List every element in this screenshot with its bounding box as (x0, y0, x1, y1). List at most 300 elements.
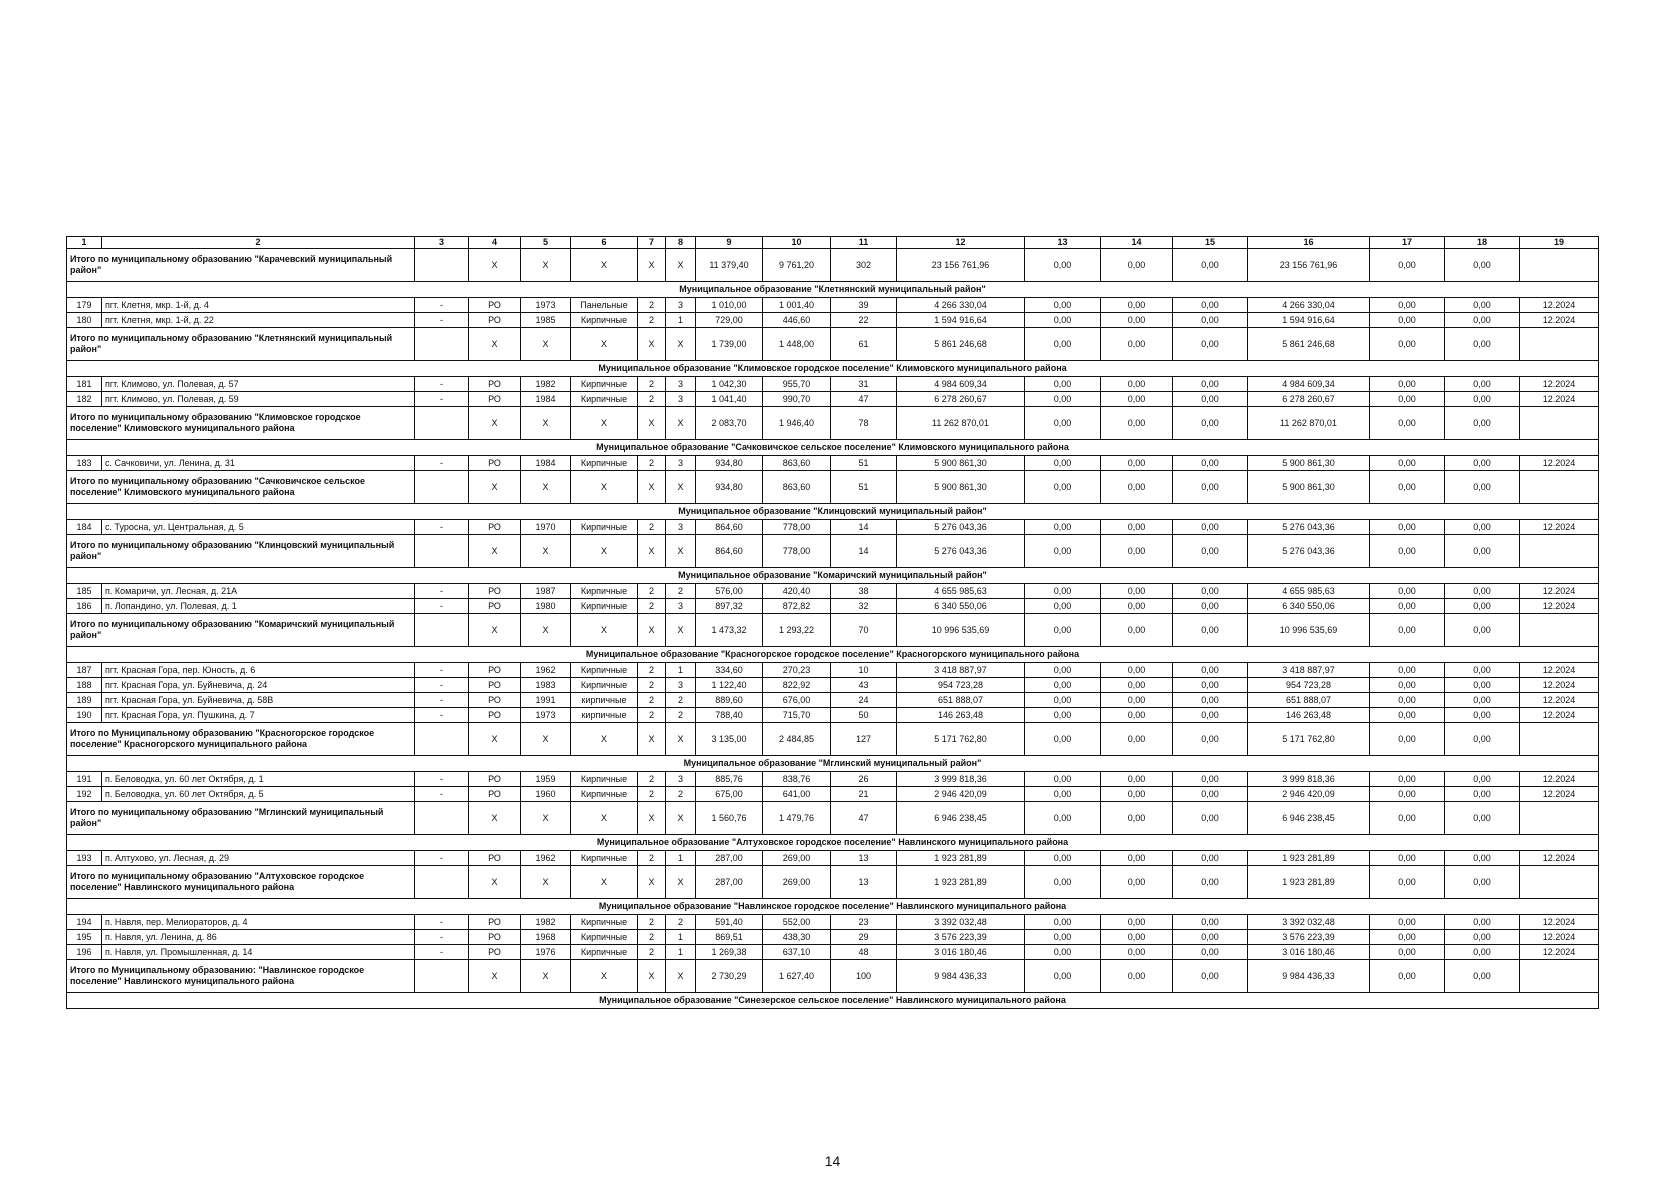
subtotal-label: Итого по муниципальному образованию "Клетнянский муниципальный район" (67, 328, 415, 361)
table-cell: 0,00 (1370, 663, 1445, 678)
table-cell: 3 (666, 377, 696, 392)
subtotal-cell: X (666, 802, 696, 835)
column-number-cell: 8 (666, 237, 696, 249)
subtotal-cell: X (638, 249, 666, 282)
table-cell: 1982 (521, 915, 571, 930)
column-number-cell: 17 (1370, 237, 1445, 249)
table-row (67, 599, 1599, 614)
table-cell: 651 888,07 (1248, 693, 1370, 708)
table-cell: 1984 (521, 392, 571, 407)
table-cell: 1980 (521, 599, 571, 614)
subtotal-cell: 863,60 (763, 471, 831, 504)
table-cell: Кирпичные (571, 313, 638, 328)
table-cell: 729,00 (696, 313, 763, 328)
section-title: Муниципальное образование "Сачковичское сельское поселение" Климовского муниципального района (67, 440, 1599, 456)
section-title: Муниципальное образование "Клинцовский муниципальный район" (67, 504, 1599, 520)
table-cell: 3 016 180,46 (897, 945, 1025, 960)
subtotal-cell: 0,00 (1173, 249, 1248, 282)
table-cell: 12.2024 (1520, 298, 1599, 313)
table-cell: 955,70 (763, 377, 831, 392)
subtotal-cell: X (521, 866, 571, 899)
subtotal-cell: 100 (831, 960, 897, 993)
subtotal-cell: X (666, 614, 696, 647)
table-cell: 12.2024 (1520, 851, 1599, 866)
address-cell: пгт. Красная Гора, ул. Буйневича, д. 24 (102, 678, 415, 693)
table-cell: 788,40 (696, 708, 763, 723)
address-cell: пгт. Климово, ул. Полевая, д. 57 (102, 377, 415, 392)
subtotal-cell: 0,00 (1370, 802, 1445, 835)
row-number-cell: 185 (67, 584, 102, 599)
table-cell: 0,00 (1025, 678, 1101, 693)
table-cell: РО (469, 915, 521, 930)
table-cell: 10 (831, 663, 897, 678)
subtotal-cell: 9 761,20 (763, 249, 831, 282)
table-cell: 0,00 (1025, 663, 1101, 678)
table-cell: Кирпичные (571, 787, 638, 802)
table-cell: - (415, 678, 469, 693)
table-cell: 0,00 (1173, 298, 1248, 313)
table-cell: 552,00 (763, 915, 831, 930)
table-cell: 1 594 916,64 (1248, 313, 1370, 328)
table-cell: 863,60 (763, 456, 831, 471)
table-cell: 2 (638, 915, 666, 930)
table-cell: - (415, 599, 469, 614)
table-cell: Кирпичные (571, 930, 638, 945)
table-cell: 0,00 (1025, 584, 1101, 599)
column-number-cell: 4 (469, 237, 521, 249)
table-cell: 934,80 (696, 456, 763, 471)
table-cell: 146 263,48 (1248, 708, 1370, 723)
table-cell: 0,00 (1173, 456, 1248, 471)
table-row (67, 772, 1599, 787)
subtotal-cell: X (521, 535, 571, 568)
subtotal-cell: 0,00 (1025, 535, 1101, 568)
table-cell: 29 (831, 930, 897, 945)
table-cell: 0,00 (1173, 584, 1248, 599)
table-cell: 0,00 (1025, 313, 1101, 328)
subtotal-cell: 0,00 (1370, 249, 1445, 282)
table-cell: 1 122,40 (696, 678, 763, 693)
table-cell: 0,00 (1370, 298, 1445, 313)
table-cell: 50 (831, 708, 897, 723)
table-cell: 0,00 (1445, 663, 1520, 678)
subtotal-cell: 0,00 (1173, 723, 1248, 756)
table-cell: 4 266 330,04 (897, 298, 1025, 313)
subtotal-label: Итого по муниципальному образованию "Клинцовский муниципальный район" (67, 535, 415, 568)
subtotal-cell: X (469, 723, 521, 756)
subtotal-cell: X (666, 960, 696, 993)
table-cell: 0,00 (1101, 693, 1173, 708)
column-number-cell: 2 (102, 237, 415, 249)
row-number-cell: 192 (67, 787, 102, 802)
subtotal-label: Итого по Муниципальному образованию "Красногорское городское поселение" Красногорского муниципального района (67, 723, 415, 756)
table-cell: РО (469, 599, 521, 614)
table-cell: 0,00 (1025, 945, 1101, 960)
table-cell: 0,00 (1370, 456, 1445, 471)
table-row (67, 787, 1599, 802)
table-cell: 5 276 043,36 (897, 520, 1025, 535)
subtotal-cell: 0,00 (1025, 960, 1101, 993)
subtotal-cell: 5 861 246,68 (1248, 328, 1370, 361)
subtotal-cell: X (521, 723, 571, 756)
subtotal-empty-cell (415, 723, 469, 756)
table-cell: 12.2024 (1520, 584, 1599, 599)
table-cell: 954 723,28 (897, 678, 1025, 693)
table-cell: 12.2024 (1520, 787, 1599, 802)
table-cell: 1968 (521, 930, 571, 945)
table-cell: 0,00 (1025, 693, 1101, 708)
subtotal-cell: 9 984 436,33 (1248, 960, 1370, 993)
subtotal-cell: 0,00 (1101, 328, 1173, 361)
table-cell: 0,00 (1101, 377, 1173, 392)
table-cell: 1 269,38 (696, 945, 763, 960)
table-cell: 1 041,40 (696, 392, 763, 407)
table-cell: 39 (831, 298, 897, 313)
address-cell: п. Комаричи, ул. Лесная, д. 21А (102, 584, 415, 599)
subtotal-cell: 47 (831, 802, 897, 835)
subtotal-cell: 0,00 (1445, 535, 1520, 568)
subtotal-label: Итого по муниципальному образованию "Карачевский муниципальный район" (67, 249, 415, 282)
subtotal-cell: 934,80 (696, 471, 763, 504)
subtotal-cell: 6 946 238,45 (1248, 802, 1370, 835)
table-cell: 0,00 (1101, 945, 1173, 960)
table-cell: 26 (831, 772, 897, 787)
subtotal-cell: 0,00 (1370, 535, 1445, 568)
column-number-cell: 18 (1445, 237, 1520, 249)
subtotal-label: Итого по муниципальному образованию "Климовское городское поселение" Климовского муниципального района (67, 407, 415, 440)
subtotal-cell: 0,00 (1370, 407, 1445, 440)
table-row (67, 663, 1599, 678)
table-cell: 591,40 (696, 915, 763, 930)
subtotal-cell: 1 293,22 (763, 614, 831, 647)
subtotal-cell: 0,00 (1025, 614, 1101, 647)
subtotal-cell: 0,00 (1445, 249, 1520, 282)
table-cell: Кирпичные (571, 377, 638, 392)
subtotal-cell: X (666, 535, 696, 568)
table-cell: РО (469, 392, 521, 407)
address-cell: пгт. Красная Гора, пер. Юность, д. 6 (102, 663, 415, 678)
table-cell: РО (469, 377, 521, 392)
table-cell: 0,00 (1101, 520, 1173, 535)
table-cell: 0,00 (1445, 851, 1520, 866)
column-number-cell: 5 (521, 237, 571, 249)
section-title: Муниципальное образование "Клетнянский муниципальный район" (67, 282, 1599, 298)
table-cell: 0,00 (1173, 787, 1248, 802)
subtotal-cell: X (666, 866, 696, 899)
subtotal-cell: X (521, 614, 571, 647)
table-cell: 0,00 (1173, 930, 1248, 945)
table-cell: 0,00 (1445, 787, 1520, 802)
table-cell: 3 (666, 298, 696, 313)
subtotal-cell: 0,00 (1370, 471, 1445, 504)
table-cell: 2 (638, 392, 666, 407)
subtotal-cell: X (469, 407, 521, 440)
subtotal-cell (1520, 960, 1599, 993)
table-cell: 0,00 (1445, 772, 1520, 787)
subtotal-row (67, 328, 1599, 361)
table-cell: Кирпичные (571, 678, 638, 693)
table-cell: 4 984 609,34 (1248, 377, 1370, 392)
subtotal-cell: X (521, 407, 571, 440)
table-cell: 5 276 043,36 (1248, 520, 1370, 535)
subtotal-cell: X (571, 723, 638, 756)
section-header-row (67, 568, 1599, 584)
table-cell: 38 (831, 584, 897, 599)
subtotal-cell: 778,00 (763, 535, 831, 568)
table-cell: - (415, 313, 469, 328)
subtotal-cell: X (638, 614, 666, 647)
subtotal-cell: 0,00 (1101, 723, 1173, 756)
table-cell: 0,00 (1370, 678, 1445, 693)
subtotal-cell: X (638, 407, 666, 440)
table-cell: 1959 (521, 772, 571, 787)
subtotal-empty-cell (415, 328, 469, 361)
table-cell: 4 266 330,04 (1248, 298, 1370, 313)
table-cell: 1984 (521, 456, 571, 471)
table-cell: 334,60 (696, 663, 763, 678)
table-cell: 0,00 (1025, 392, 1101, 407)
subtotal-cell: 5 171 762,80 (897, 723, 1025, 756)
table-cell: 0,00 (1173, 392, 1248, 407)
table-cell: 576,00 (696, 584, 763, 599)
row-number-cell: 189 (67, 693, 102, 708)
table-cell: - (415, 663, 469, 678)
subtotal-row (67, 249, 1599, 282)
section-title: Муниципальное образование "Климовское городское поселение" Климовского муниципального района (67, 361, 1599, 377)
address-cell: п. Навля, ул. Ленина, д. 86 (102, 930, 415, 945)
subtotal-row (67, 802, 1599, 835)
section-title: Муниципальное образование "Синезерское сельское поселение" Навлинского муниципального района (67, 993, 1599, 1009)
subtotal-cell: 0,00 (1370, 328, 1445, 361)
row-number-cell: 194 (67, 915, 102, 930)
section-header-row (67, 756, 1599, 772)
table-cell: 2 (666, 708, 696, 723)
housing-register-table (66, 236, 1599, 1009)
table-cell: 0,00 (1445, 584, 1520, 599)
subtotal-cell (1520, 535, 1599, 568)
table-cell: 0,00 (1445, 456, 1520, 471)
table-cell: 0,00 (1370, 945, 1445, 960)
address-cell: п. Беловодка, ул. 60 лет Октября, д. 5 (102, 787, 415, 802)
table-cell: 651 888,07 (897, 693, 1025, 708)
table-cell: 47 (831, 392, 897, 407)
table-cell: 3 392 032,48 (1248, 915, 1370, 930)
table-cell: 0,00 (1445, 915, 1520, 930)
table-cell: 1 923 281,89 (897, 851, 1025, 866)
table-cell: РО (469, 772, 521, 787)
subtotal-cell (1520, 866, 1599, 899)
subtotal-cell: X (638, 960, 666, 993)
subtotal-cell: 302 (831, 249, 897, 282)
page-number: 14 (824, 1153, 841, 1169)
table-cell: РО (469, 930, 521, 945)
subtotal-empty-cell (415, 960, 469, 993)
subtotal-cell: 1 473,32 (696, 614, 763, 647)
table-cell: 0,00 (1101, 787, 1173, 802)
subtotal-label: Итого по Муниципальному образованию: "Навлинское городское поселение" Навлинского муниципального района (67, 960, 415, 993)
subtotal-cell: 1 739,00 (696, 328, 763, 361)
table-cell: 1973 (521, 708, 571, 723)
subtotal-cell: 23 156 761,96 (897, 249, 1025, 282)
subtotal-cell (1520, 249, 1599, 282)
subtotal-cell: X (521, 328, 571, 361)
table-cell: РО (469, 945, 521, 960)
table-cell: 3 999 818,36 (1248, 772, 1370, 787)
table-cell: - (415, 851, 469, 866)
table-cell: 2 (638, 520, 666, 535)
subtotal-row (67, 960, 1599, 993)
table-cell: 2 (638, 708, 666, 723)
subtotal-cell: 9 984 436,33 (897, 960, 1025, 993)
table-cell: 287,00 (696, 851, 763, 866)
subtotal-cell: 10 996 535,69 (897, 614, 1025, 647)
table-cell: 2 (638, 678, 666, 693)
row-number-cell: 179 (67, 298, 102, 313)
subtotal-cell (1520, 407, 1599, 440)
address-cell: п. Алтухово, ул. Лесная, д. 29 (102, 851, 415, 866)
table-cell: 12.2024 (1520, 599, 1599, 614)
table-cell: Кирпичные (571, 599, 638, 614)
table-cell: 12.2024 (1520, 708, 1599, 723)
table-row (67, 313, 1599, 328)
section-title: Муниципальное образование "Мглинский муниципальный район" (67, 756, 1599, 772)
section-header-row (67, 835, 1599, 851)
subtotal-empty-cell (415, 407, 469, 440)
table-cell: 2 (638, 377, 666, 392)
subtotal-cell: 0,00 (1101, 471, 1173, 504)
table-cell: 2 (638, 663, 666, 678)
table-cell: 2 (638, 772, 666, 787)
table-cell: 1985 (521, 313, 571, 328)
subtotal-cell: 287,00 (696, 866, 763, 899)
subtotal-cell: 14 (831, 535, 897, 568)
table-cell: - (415, 693, 469, 708)
table-cell: Кирпичные (571, 663, 638, 678)
table-cell: 872,82 (763, 599, 831, 614)
column-number-cell: 12 (897, 237, 1025, 249)
subtotal-cell: 0,00 (1025, 723, 1101, 756)
subtotal-cell: X (469, 866, 521, 899)
row-number-cell: 182 (67, 392, 102, 407)
table-row (67, 708, 1599, 723)
section-title: Муниципальное образование "Алтуховское городское поселение" Навлинского муниципального района (67, 835, 1599, 851)
table-cell: 0,00 (1101, 930, 1173, 945)
table-cell: 31 (831, 377, 897, 392)
table-cell: Кирпичные (571, 772, 638, 787)
row-number-cell: 190 (67, 708, 102, 723)
subtotal-cell: 0,00 (1173, 866, 1248, 899)
subtotal-cell (1520, 328, 1599, 361)
table-cell: 1962 (521, 663, 571, 678)
subtotal-cell: 0,00 (1445, 614, 1520, 647)
row-number-cell: 188 (67, 678, 102, 693)
subtotal-cell: X (666, 249, 696, 282)
table-cell: 838,76 (763, 772, 831, 787)
section-title: Муниципальное образование "Красногорское городское поселение" Красногорского муниципального района (67, 647, 1599, 663)
table-row (67, 456, 1599, 471)
table-cell: 32 (831, 599, 897, 614)
subtotal-cell: 1 560,76 (696, 802, 763, 835)
subtotal-cell: X (638, 535, 666, 568)
table-cell: 12.2024 (1520, 915, 1599, 930)
table-cell: - (415, 456, 469, 471)
table-cell: - (415, 930, 469, 945)
table-cell: 864,60 (696, 520, 763, 535)
table-cell: 2 (638, 693, 666, 708)
table-row (67, 377, 1599, 392)
subtotal-cell: X (469, 960, 521, 993)
subtotal-row (67, 471, 1599, 504)
table-cell: 0,00 (1101, 915, 1173, 930)
subtotal-cell: 5 900 861,30 (897, 471, 1025, 504)
subtotal-cell (1520, 723, 1599, 756)
subtotal-cell: X (571, 866, 638, 899)
subtotal-empty-cell (415, 535, 469, 568)
table-cell: 0,00 (1370, 772, 1445, 787)
subtotal-empty-cell (415, 866, 469, 899)
table-cell: 0,00 (1370, 787, 1445, 802)
table-cell: 12.2024 (1520, 693, 1599, 708)
address-cell: пгт. Красная Гора, ул. Буйневича, д. 58В (102, 693, 415, 708)
table-cell: 954 723,28 (1248, 678, 1370, 693)
subtotal-cell: 11 262 870,01 (1248, 407, 1370, 440)
subtotal-cell: X (571, 802, 638, 835)
table-cell: 0,00 (1025, 456, 1101, 471)
table-cell: 1 042,30 (696, 377, 763, 392)
section-header-row (67, 899, 1599, 915)
table-cell: РО (469, 456, 521, 471)
table-cell: 3 576 223,39 (1248, 930, 1370, 945)
subtotal-cell: X (469, 802, 521, 835)
subtotal-cell: 0,00 (1101, 535, 1173, 568)
subtotal-cell: 0,00 (1173, 802, 1248, 835)
subtotal-cell: 0,00 (1445, 960, 1520, 993)
subtotal-cell: 11 262 870,01 (897, 407, 1025, 440)
table-cell: 641,00 (763, 787, 831, 802)
subtotal-cell: 1 923 281,89 (897, 866, 1025, 899)
table-cell: 1982 (521, 377, 571, 392)
table-cell: 12.2024 (1520, 678, 1599, 693)
subtotal-cell: 0,00 (1445, 471, 1520, 504)
table-cell: 269,00 (763, 851, 831, 866)
subtotal-cell: 0,00 (1025, 249, 1101, 282)
row-number-cell: 186 (67, 599, 102, 614)
subtotal-cell: 0,00 (1173, 328, 1248, 361)
subtotal-cell: 0,00 (1101, 866, 1173, 899)
table-cell: 0,00 (1101, 772, 1173, 787)
table-cell: 0,00 (1173, 663, 1248, 678)
table-cell: - (415, 298, 469, 313)
table-cell: 1976 (521, 945, 571, 960)
row-number-cell: 195 (67, 930, 102, 945)
subtotal-cell (1520, 614, 1599, 647)
subtotal-cell: X (666, 471, 696, 504)
subtotal-cell: 0,00 (1101, 614, 1173, 647)
address-cell: п. Навля, ул. Промышленная, д. 14 (102, 945, 415, 960)
subtotal-cell: 0,00 (1025, 866, 1101, 899)
subtotal-cell: 0,00 (1025, 471, 1101, 504)
subtotal-cell: 0,00 (1370, 866, 1445, 899)
table-cell: 13 (831, 851, 897, 866)
subtotal-cell: X (469, 614, 521, 647)
table-cell: 0,00 (1101, 851, 1173, 866)
subtotal-cell: 0,00 (1445, 802, 1520, 835)
subtotal-cell: X (638, 723, 666, 756)
table-cell: 48 (831, 945, 897, 960)
table-cell: 0,00 (1370, 392, 1445, 407)
subtotal-cell (1520, 471, 1599, 504)
subtotal-label: Итого по муниципальному образованию "Алтуховское городское поселение" Навлинского муниципального района (67, 866, 415, 899)
